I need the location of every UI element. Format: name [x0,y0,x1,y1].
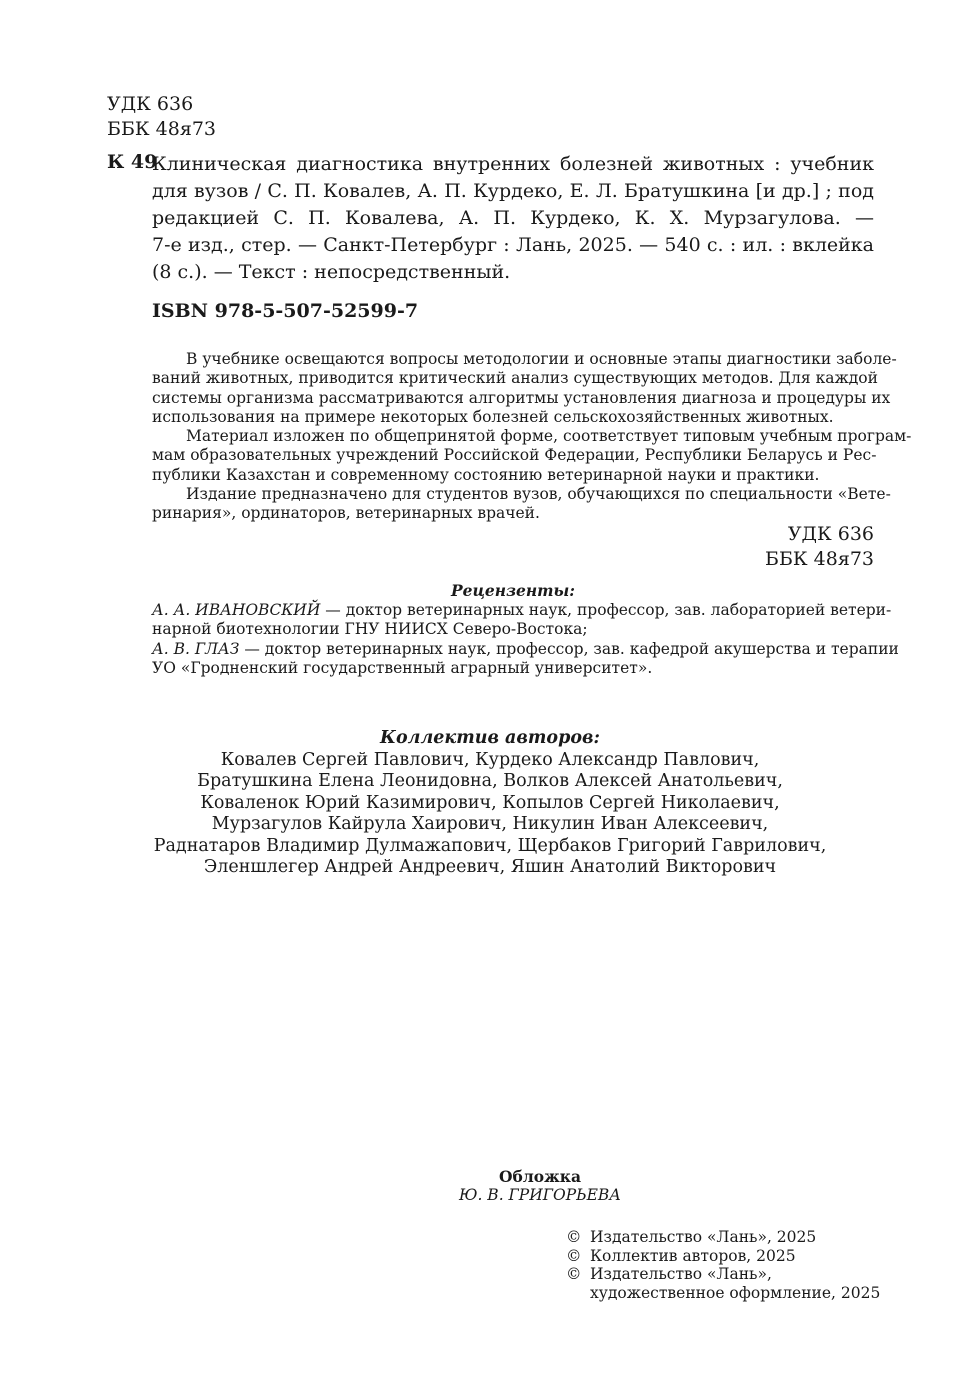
copyright-line [566,1247,880,1266]
copyright-line [566,1284,880,1303]
reviewer-name: А. А. ИВАНОВСКИЙ [152,600,321,619]
abstract-line: использования на примере некоторых болезней сельскохозяйственных животных. [152,407,834,426]
udk-code: УДК 636 [107,93,194,115]
abstract-line: мам образовательных учреждений Российской Федерации, Республики Беларусь и Рес- [152,446,877,465]
reviewer-line [152,639,899,660]
bibliographic-line: Клиническая диагностика внутренних болезней животных : учебник [152,153,874,175]
cover-designer: Ю. В. ГРИГОРЬЕВА [458,1186,622,1204]
bibliographic-description [152,151,874,286]
reviewer-line [152,600,892,621]
reviewer-line: нарной биотехнологии ГНУ НИИСХ Северо-Востока; [152,620,588,638]
authors-line: Мурзагулов Кайрула Хаирович, Никулин Иван Алексеевич, [211,814,769,834]
copyright-line [566,1265,880,1284]
reviewer-name: А. В. ГЛАЗ [152,639,240,658]
copyright-text: Издательство «Лань», [590,1265,772,1284]
authors-line: Раднатаров Владимир Дулмажапович, Щербаков Григорий Гаврилович, [153,835,827,856]
isbn: ISBN 978-5-507-52599-7 [152,300,419,322]
authors-heading: Коллектив авторов: [380,728,600,748]
reviewers-section [152,581,899,679]
abstract-line: ваний животных, приводится критический анализ существующих методов. Для каждой [152,369,878,388]
reviewer-credentials: — доктор ветеринарных наук, профессор, зав. кафедрой акушерства и терапии [239,639,899,658]
bibliographic-line: для вузов / С. П. Ковалев, А. П. Курдеко, Е. Л. Братушкина [и др.] ; под [152,180,874,202]
copyright-block [566,1228,880,1302]
classification-codes-bottom [765,522,874,572]
bibliographic-line: редакцией С. П. Ковалева, А. П. Курдеко, К. Х. Мурзагулова. — [152,207,874,229]
abstract-line: системы организма рассматриваются алгоритмы установления диагноза и процедуры их [152,388,891,407]
bbk-code: ББК 48я73 [764,548,874,570]
udk-code: УДК 636 [787,523,874,545]
copyright-icon: © [566,1228,582,1246]
copyright-text: Коллектив авторов, 2025 [590,1246,796,1265]
abstract-line: Издание предназначено для студентов вузов, обучающихся по специальности «Вете- [186,485,891,504]
reviewer-credentials: — доктор ветеринарных наук, профессор, зав. лабораторией ветери- [320,600,892,619]
authors-line: Ковалев Сергей Павлович, Курдеко Александр Павлович, [220,749,760,770]
abstract-line: ринария», ординаторов, ветеринарных врачей. [152,504,540,523]
bbk-code: ББК 48я73 [107,118,217,140]
authors-section [152,728,828,879]
reviewers-heading: Рецензенты: [450,581,576,600]
bibliographic-line: 7-е изд., стер. — Санкт-Петербург : Лань, 2025. — 540 с. : ил. : вклейка [152,234,874,256]
abstract-line: публики Казахстан и современному состоянию ветеринарной науки и практики. [152,465,820,484]
bibliographic-line: (8 с.). — Текст : непосредственный. [152,261,511,283]
abstract-line: В учебнике освещаются вопросы методологии и основные этапы диагностики заболе- [186,350,897,368]
classification-codes-top [107,92,216,142]
reviewer-line: УО «Гродненский государственный аграрный университет». [152,659,653,677]
copyright-text: Издательство «Лань», 2025 [590,1228,817,1246]
author-sign-code: К 49 [107,151,158,173]
cover-title: Обложка [499,1167,581,1186]
abstract [152,350,912,524]
copyright-icon: © [566,1265,582,1284]
copyright-line [566,1228,880,1247]
abstract-line: Материал изложен по общепринятой форме, соответствует типовым учебным програм- [186,427,912,446]
copyright-icon: © [566,1246,582,1265]
copyright-text: художественное оформление, 2025 [590,1283,881,1302]
authors-line: Коваленок Юрий Казимирович, Копылов Сергей Николаевич, [200,792,780,813]
authors-line: Братушкина Елена Леонидовна, Волков Алексей Анатольевич, [197,771,783,791]
authors-line: Эленшлегер Андрей Андреевич, Яшин Анатолий Викторович [203,857,777,877]
cover-credit [400,1167,680,1205]
